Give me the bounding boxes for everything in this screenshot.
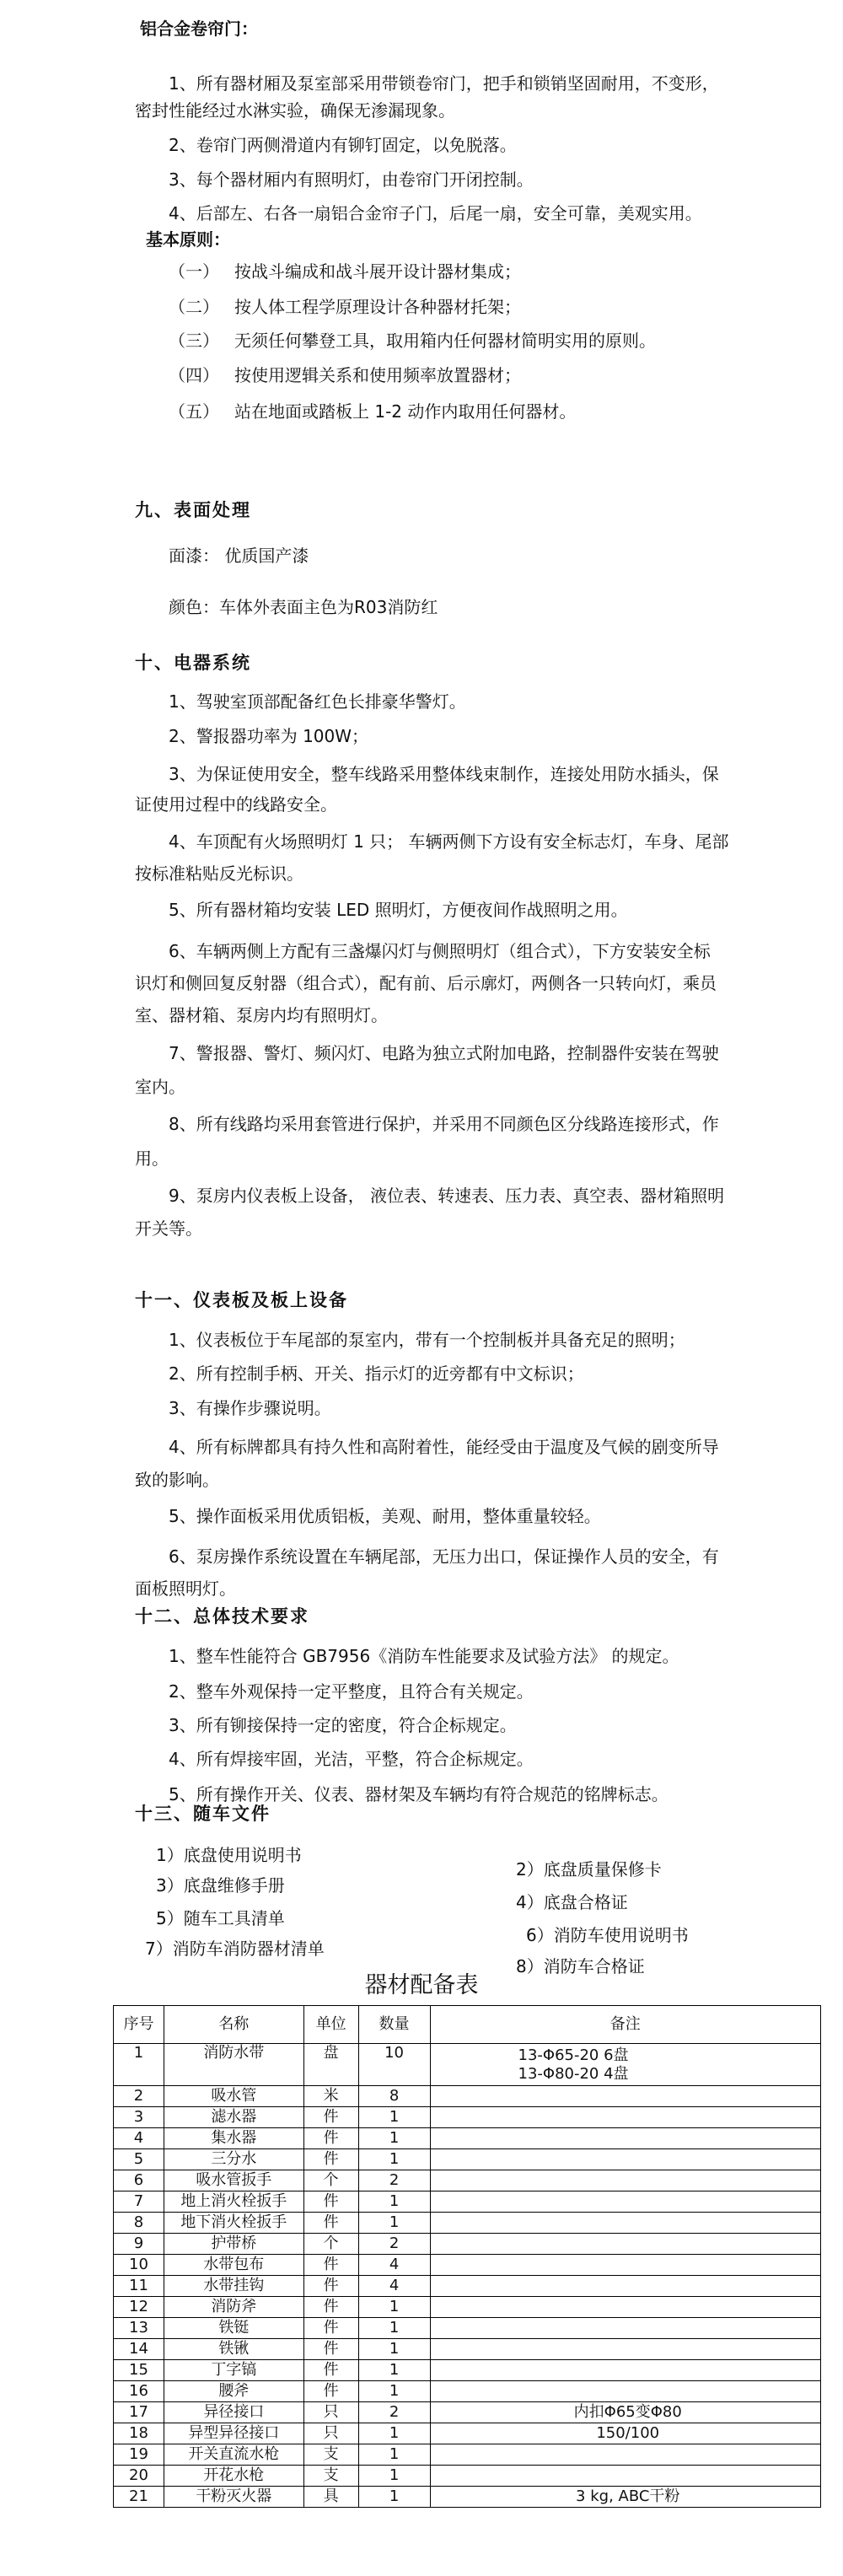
cell-unit: 只 <box>303 2402 358 2423</box>
text-line: 识灯和侧回复反射器（组合式），配有前、后示廓灯，两侧各一只转向灯，乘员 <box>135 973 717 993</box>
cell-no: 14 <box>114 2339 164 2360</box>
note-line: 13-Φ80-20 4盘 <box>518 2064 629 2083</box>
cell-no: 5 <box>114 2149 164 2170</box>
cell-name: 腰斧 <box>164 2381 303 2402</box>
cell-qty: 2 <box>358 2402 430 2423</box>
cell-qty: 1 <box>358 2149 430 2170</box>
text-line: 3、所有铆接保持一定的密度，符合企标规定。 <box>169 1715 517 1735</box>
document-item: 3）底盘维修手册 <box>156 1875 285 1896</box>
cell-no: 12 <box>114 2297 164 2318</box>
principle-item <box>169 401 576 422</box>
table-row <box>114 2297 821 2318</box>
text-line: 5、所有操作开关、仪表、器材架及车辆均有符合规范的铭牌标志。 <box>169 1784 668 1804</box>
table-row <box>114 2191 821 2213</box>
cell-unit: 件 <box>303 2213 358 2234</box>
cell-qty: 4 <box>358 2276 430 2297</box>
cell-qty: 4 <box>358 2255 430 2276</box>
cell-name: 地下消火栓扳手 <box>164 2213 303 2234</box>
cell-no: 2 <box>114 2086 164 2107</box>
equipment-table-title: 器材配备表 <box>364 1972 479 1998</box>
principles-heading: 基本原则： <box>146 229 230 250</box>
principle-text: 按使用逻辑关系和使用频率放置器材； <box>234 365 521 385</box>
text-line: 1、整车性能符合 GB7956《消防车性能要求及试验方法》 的规定。 <box>169 1646 679 1666</box>
cell-note: 150/100 <box>430 2423 821 2444</box>
table-row <box>114 2339 821 2360</box>
header-name: 名称 <box>164 2006 303 2044</box>
cell-qty: 1 <box>358 2360 430 2381</box>
cell-unit: 件 <box>303 2149 358 2170</box>
cell-unit: 件 <box>303 2191 358 2213</box>
principle-number: （四） <box>169 365 219 385</box>
text-line: 6、泵房操作系统设置在车辆尾部，无压力出口，保证操作人员的安全，有 <box>169 1546 719 1567</box>
text-line: 致的影响。 <box>135 1470 219 1490</box>
table-row <box>114 2107 821 2128</box>
cell-unit: 支 <box>303 2444 358 2466</box>
section-heading-surface: 九、表面处理 <box>135 499 251 520</box>
cell-qty: 1 <box>358 2381 430 2402</box>
cell-qty: 8 <box>358 2086 430 2107</box>
table-row <box>114 2444 821 2466</box>
cell-unit: 件 <box>303 2107 358 2128</box>
cell-note <box>430 2466 821 2487</box>
text-line: 1、驾驶室顶部配备红色长排豪华警灯。 <box>169 691 466 712</box>
principle-text: 无须任何攀登工具，取用箱内任何器材简明实用的原则。 <box>234 331 656 351</box>
cell-unit: 件 <box>303 2128 358 2149</box>
cell-no: 18 <box>114 2423 164 2444</box>
note-line: 13-Φ65-20 6盘 <box>518 2046 629 2064</box>
cell-name: 地上消火栓扳手 <box>164 2191 303 2213</box>
cell-name: 铁锹 <box>164 2339 303 2360</box>
principle-number: （二） <box>169 297 219 317</box>
cell-no: 21 <box>114 2487 164 2508</box>
cell-name: 消防水带 <box>164 2044 303 2086</box>
document-item: 2）底盘质量保修卡 <box>516 1859 662 1880</box>
cell-unit: 具 <box>303 2487 358 2508</box>
cell-unit: 盘 <box>303 2044 358 2086</box>
cell-name: 集水器 <box>164 2128 303 2149</box>
header-note: 备注 <box>430 2006 821 2044</box>
principle-number: （五） <box>169 401 219 422</box>
cell-note <box>430 2044 821 2086</box>
cell-no: 13 <box>114 2318 164 2339</box>
cell-note <box>430 2360 821 2381</box>
cell-note <box>430 2234 821 2255</box>
cell-qty: 1 <box>358 2339 430 2360</box>
text-line: 3、有操作步骤说明。 <box>169 1398 331 1418</box>
text-line: 3、每个器材厢内有照明灯，由卷帘门开闭控制。 <box>169 169 534 190</box>
cell-note <box>430 2339 821 2360</box>
cell-note <box>430 2444 821 2466</box>
principle-text: 按人体工程学原理设计各种器材托架； <box>234 297 521 317</box>
text-line: 证使用过程中的线路安全。 <box>135 794 337 815</box>
text-line: 室内。 <box>135 1077 185 1097</box>
cell-unit: 件 <box>303 2360 358 2381</box>
cell-note <box>430 2107 821 2128</box>
text-line: 4、车顶配有火场照明灯 1 只； 车辆两侧下方设有安全标志灯，车身、尾部 <box>169 831 729 852</box>
cell-no: 6 <box>114 2170 164 2191</box>
cell-unit: 个 <box>303 2170 358 2191</box>
cell-note <box>430 2170 821 2191</box>
cell-name: 三分水 <box>164 2149 303 2170</box>
cell-name: 吸水管 <box>164 2086 303 2107</box>
table-row <box>114 2170 821 2191</box>
cell-name: 消防斧 <box>164 2297 303 2318</box>
cell-name: 铁铤 <box>164 2318 303 2339</box>
cell-note: 3 kg, ABC干粉 <box>430 2487 821 2508</box>
cell-name: 干粉灭火器 <box>164 2487 303 2508</box>
table-row <box>114 2255 821 2276</box>
cell-name: 异径接口 <box>164 2402 303 2423</box>
table-row <box>114 2044 821 2086</box>
principle-text: 按战斗编成和战斗展开设计器材集成； <box>234 261 521 282</box>
document-item: 4）底盘合格证 <box>516 1892 628 1912</box>
cell-name: 水带包布 <box>164 2255 303 2276</box>
text-line: 2、卷帘门两侧滑道内有铆钉固定，以免脱落。 <box>169 135 517 155</box>
text-line: 5、所有器材箱均安装 LED 照明灯，方便夜间作战照明之用。 <box>169 900 628 920</box>
text-line: 用。 <box>135 1148 169 1169</box>
principle-item <box>169 296 521 318</box>
table-row <box>114 2487 821 2508</box>
text-line: 室、器材箱、泵房内均有照明灯。 <box>135 1005 388 1025</box>
cell-name: 异型异径接口 <box>164 2423 303 2444</box>
cell-unit: 只 <box>303 2423 358 2444</box>
document-item: 8）消防车合格证 <box>516 1956 645 1976</box>
cell-unit: 件 <box>303 2381 358 2402</box>
text-line: 4、后部左、右各一扇铝合金帘子门，后尾一扇，安全可靠，美观实用。 <box>169 203 702 223</box>
text-line: 2、整车外观保持一定平整度，且符合有关规定。 <box>169 1681 534 1702</box>
section-heading-tech-requirements: 十二、总体技术要求 <box>135 1605 309 1627</box>
cell-no: 19 <box>114 2444 164 2466</box>
cell-note <box>430 2318 821 2339</box>
cell-note <box>430 2213 821 2234</box>
cell-note <box>430 2128 821 2149</box>
cell-note <box>430 2086 821 2107</box>
cell-note <box>430 2149 821 2170</box>
text-line: 6、车辆两侧上方配有三盏爆闪灯与侧照明灯（组合式），下方安装安全标 <box>169 941 711 961</box>
text-line: 开关等。 <box>135 1218 202 1239</box>
cell-no: 4 <box>114 2128 164 2149</box>
cell-no: 1 <box>114 2044 164 2086</box>
cell-no: 15 <box>114 2360 164 2381</box>
principle-text: 站在地面或踏板上 1-2 动作内取用任何器材。 <box>234 401 577 422</box>
cell-qty: 1 <box>358 2128 430 2149</box>
cell-qty: 1 <box>358 2466 430 2487</box>
cell-qty: 2 <box>358 2170 430 2191</box>
principle-number: （一） <box>169 261 219 282</box>
cell-unit: 件 <box>303 2276 358 2297</box>
cell-unit: 米 <box>303 2086 358 2107</box>
section-heading-documents: 十三、随车文件 <box>135 1803 271 1824</box>
cell-qty: 2 <box>358 2234 430 2255</box>
section-heading-instrument-panel: 十一、仪表板及板上设备 <box>135 1289 348 1310</box>
cell-no: 9 <box>114 2234 164 2255</box>
cell-qty: 1 <box>358 2318 430 2339</box>
text-line: 9、泵房内仪表板上设备， 液位表、转速表、压力表、真空表、器材箱照明 <box>169 1186 725 1206</box>
equipment-table <box>113 2005 821 2508</box>
cell-unit: 件 <box>303 2255 358 2276</box>
cell-note <box>430 2255 821 2276</box>
table-row <box>114 2086 821 2107</box>
cell-no: 17 <box>114 2402 164 2423</box>
cell-name: 丁字镐 <box>164 2360 303 2381</box>
cell-unit: 件 <box>303 2318 358 2339</box>
document-item: 1）底盘使用说明书 <box>156 1845 302 1865</box>
text-line: 5、操作面板采用优质铝板，美观、耐用，整体重量较轻。 <box>169 1506 601 1526</box>
header-unit: 单位 <box>303 2006 358 2044</box>
principle-item <box>169 261 521 282</box>
cell-note <box>430 2191 821 2213</box>
cell-qty: 1 <box>358 2444 430 2466</box>
cell-name: 滤水器 <box>164 2107 303 2128</box>
cell-no: 7 <box>114 2191 164 2213</box>
cell-qty: 1 <box>358 2213 430 2234</box>
cell-no: 16 <box>114 2381 164 2402</box>
cell-note <box>430 2276 821 2297</box>
text-line: 密封性能经过水淋实验，确保无渗漏现象。 <box>135 100 455 121</box>
cell-name: 护带桥 <box>164 2234 303 2255</box>
cell-unit: 件 <box>303 2297 358 2318</box>
section-heading-electrical: 十、电器系统 <box>135 652 251 673</box>
cell-no: 10 <box>114 2255 164 2276</box>
text-line: 1、所有器材厢及泵室部采用带锁卷帘门，把手和锁销坚固耐用，不变形， <box>169 73 719 94</box>
table-row <box>114 2381 821 2402</box>
text-line: 1、仪表板位于车尾部的泵室内，带有一个控制板并具备充足的照明； <box>169 1330 685 1350</box>
table-row <box>114 2213 821 2234</box>
text-line: 2、警报器功率为 100W； <box>169 726 369 746</box>
text-line: 7、警报器、警灯、频闪灯、电路为独立式附加电路，控制器件安装在驾驶 <box>169 1043 719 1063</box>
cell-note: 内扣Φ65变Φ80 <box>430 2402 821 2423</box>
text-line: 2、所有控制手柄、开关、指示灯的近旁都有中文标识； <box>169 1363 584 1384</box>
principle-item <box>169 364 521 386</box>
cell-no: 11 <box>114 2276 164 2297</box>
cell-qty: 10 <box>358 2044 430 2086</box>
cell-note <box>430 2381 821 2402</box>
document-item: 6）消防车使用说明书 <box>526 1925 689 1945</box>
table-header-row <box>114 2006 821 2044</box>
cell-unit: 件 <box>303 2339 358 2360</box>
principle-item <box>169 330 656 352</box>
cell-name: 水带挂钩 <box>164 2276 303 2297</box>
cell-unit: 支 <box>303 2466 358 2487</box>
cell-name: 开花水枪 <box>164 2466 303 2487</box>
text-line: 按标准粘贴反光标识。 <box>135 863 303 884</box>
table-row <box>114 2423 821 2444</box>
table-row <box>114 2360 821 2381</box>
cell-qty: 1 <box>358 2487 430 2508</box>
cell-qty: 1 <box>358 2107 430 2128</box>
table-row <box>114 2234 821 2255</box>
text-line: 3、为保证使用安全，整车线路采用整体线束制作，连接处用防水插头，保 <box>169 764 719 784</box>
cell-no: 3 <box>114 2107 164 2128</box>
cell-qty: 1 <box>358 2297 430 2318</box>
document-item: 7）消防车消防器材清单 <box>145 1939 325 1959</box>
cell-unit: 个 <box>303 2234 358 2255</box>
table-row <box>114 2402 821 2423</box>
table-row <box>114 2318 821 2339</box>
section-heading-rolling-door: 铝合金卷帘门： <box>140 19 258 39</box>
table-row <box>114 2149 821 2170</box>
table-row <box>114 2128 821 2149</box>
text-line: 面漆： 优质国产漆 <box>169 546 309 566</box>
cell-no: 8 <box>114 2213 164 2234</box>
header-qty: 数量 <box>358 2006 430 2044</box>
header-no: 序号 <box>114 2006 164 2044</box>
text-line: 8、所有线路均采用套管进行保护，并采用不同颜色区分线路连接形式，作 <box>169 1114 719 1134</box>
table-row <box>114 2276 821 2297</box>
text-line: 颜色：车体外表面主色为R03消防红 <box>169 597 438 617</box>
cell-no: 20 <box>114 2466 164 2487</box>
principle-number: （三） <box>169 331 219 351</box>
cell-qty: 1 <box>358 2191 430 2213</box>
cell-name: 开关直流水枪 <box>164 2444 303 2466</box>
cell-note <box>430 2297 821 2318</box>
text-line: 4、所有标牌都具有持久性和高附着性，能经受由于温度及气候的剧变所导 <box>169 1437 719 1457</box>
cell-qty: 1 <box>358 2423 430 2444</box>
document-item: 5）随车工具清单 <box>156 1908 285 1928</box>
text-line: 面板照明灯。 <box>135 1578 236 1599</box>
cell-name: 吸水管扳手 <box>164 2170 303 2191</box>
table-row <box>114 2466 821 2487</box>
text-line: 4、所有焊接牢固，光洁，平整，符合企标规定。 <box>169 1749 534 1769</box>
